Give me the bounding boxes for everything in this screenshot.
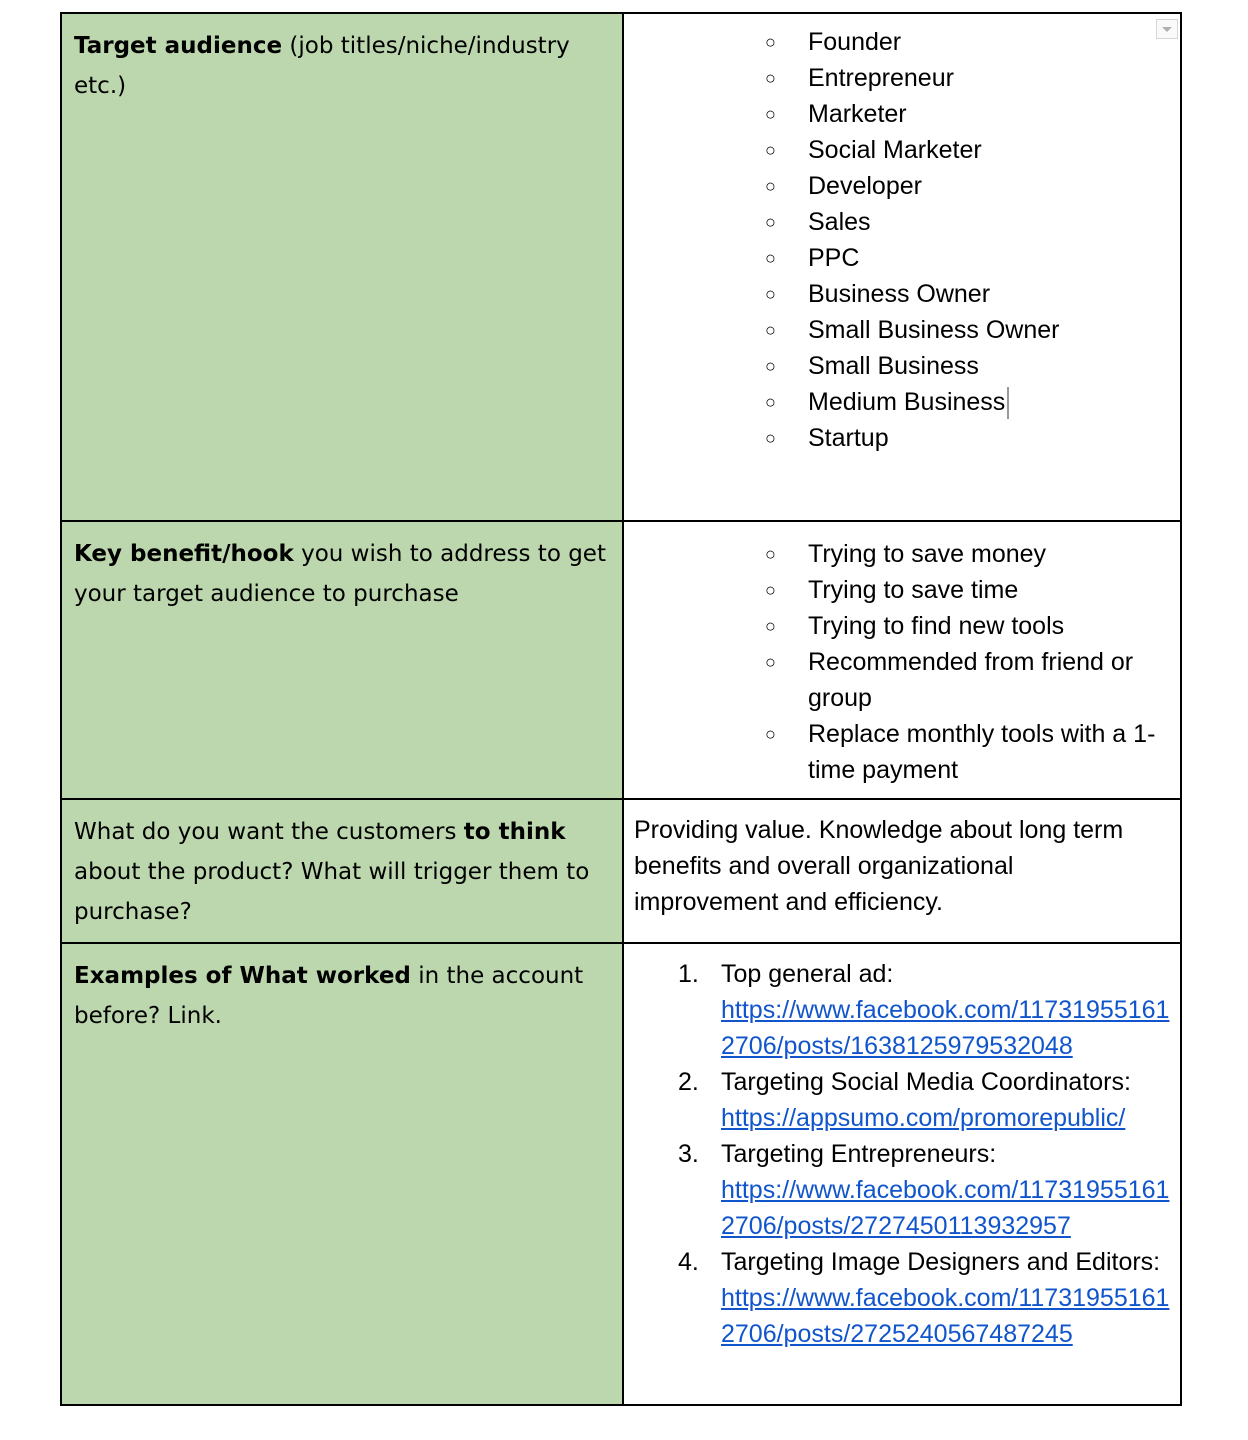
label-cell-key-benefit[interactable] xyxy=(61,521,623,799)
bullet-icon: ○ xyxy=(765,616,776,636)
example-link[interactable]: https://www.facebook.com/117319551612706/posts/2727450113932957 xyxy=(721,1176,1170,1240)
value-cell-key-benefit[interactable] xyxy=(623,521,1181,799)
list-item-text: Small Business Owner xyxy=(808,316,1060,344)
example-item xyxy=(624,1064,1176,1136)
list-item-text: Marketer xyxy=(808,100,907,128)
example-link[interactable]: https://www.facebook.com/117319551612706/posts/1638125979532048 xyxy=(721,996,1170,1060)
row-target-audience xyxy=(61,13,1181,521)
example-item xyxy=(624,1136,1176,1244)
value-cell-customer-thoughts[interactable] xyxy=(623,799,1181,943)
list-item xyxy=(624,168,1170,204)
label-pre: What do you want the customers xyxy=(74,819,464,845)
list-item-text: Small Business xyxy=(808,352,979,380)
bullet-icon: ○ xyxy=(765,652,776,672)
list-item-text: Replace monthly tools with a 1-time payment xyxy=(808,720,1156,784)
list-item xyxy=(624,204,1170,240)
list-item-text: Founder xyxy=(808,28,902,56)
bullet-icon: ○ xyxy=(765,32,776,52)
example-link[interactable]: https://www.facebook.com/117319551612706/posts/2725240567487245 xyxy=(721,1284,1170,1348)
label-cell-examples[interactable] xyxy=(61,943,623,1405)
example-title: Targeting Image Designers and Editors: xyxy=(721,1248,1161,1276)
label-rest: you wish to address to get your target audience to purchase xyxy=(74,541,606,607)
list-item xyxy=(624,24,1170,60)
list-item xyxy=(624,644,1170,716)
bullet-icon: ○ xyxy=(765,580,776,600)
list-item xyxy=(624,536,1170,572)
list-item-text: Business Owner xyxy=(808,280,991,308)
list-item-text: Recommended from friend or group xyxy=(808,648,1134,712)
value-cell-examples[interactable] xyxy=(623,943,1181,1405)
examples-label xyxy=(62,944,622,1036)
bullet-icon: ○ xyxy=(765,104,776,124)
example-number: 3. xyxy=(678,1140,699,1168)
bullet-icon: ○ xyxy=(765,176,776,196)
list-item xyxy=(624,716,1170,788)
example-link[interactable]: https://appsumo.com/promorepublic/ xyxy=(721,1104,1126,1132)
list-item xyxy=(624,312,1170,348)
label-rest: (job titles/niche/industry etc.) xyxy=(74,33,570,99)
list-item-text: Trying to save time xyxy=(808,576,1019,604)
list-item-text: Social Marketer xyxy=(808,136,982,164)
list-item xyxy=(624,572,1170,608)
label-bold: to think xyxy=(463,819,566,845)
value-cell-target-audience[interactable] xyxy=(623,13,1181,521)
label-cell-target-audience[interactable] xyxy=(61,13,623,521)
key-benefit-list xyxy=(624,522,1180,788)
row-examples xyxy=(61,943,1181,1405)
bullet-icon: ○ xyxy=(765,392,776,412)
target-audience-list xyxy=(624,14,1180,456)
example-item xyxy=(624,956,1176,1064)
example-title: Targeting Entrepreneurs: xyxy=(721,1140,997,1168)
list-item-text: Entrepreneur xyxy=(808,64,954,92)
list-item xyxy=(624,240,1170,276)
list-item xyxy=(624,420,1170,456)
bullet-icon: ○ xyxy=(765,284,776,304)
bullet-icon: ○ xyxy=(765,356,776,376)
key-benefit-label xyxy=(62,522,622,614)
list-item xyxy=(624,384,1170,420)
brief-table xyxy=(60,12,1182,1406)
list-item-text: Developer xyxy=(808,172,922,200)
list-item xyxy=(624,608,1170,644)
list-item xyxy=(624,96,1170,132)
list-item xyxy=(624,348,1170,384)
bullet-icon: ○ xyxy=(765,724,776,744)
bullet-icon: ○ xyxy=(765,140,776,160)
bullet-icon: ○ xyxy=(765,68,776,88)
row-customer-thoughts xyxy=(61,799,1181,943)
example-title: Top general ad: xyxy=(721,960,894,988)
example-title: Targeting Social Media Coordinators: xyxy=(721,1068,1131,1096)
example-item xyxy=(624,1244,1176,1352)
list-item-text: Medium Business xyxy=(808,388,1006,416)
list-item-text: Trying to save money xyxy=(808,540,1047,568)
bullet-icon: ○ xyxy=(765,320,776,340)
bullet-icon: ○ xyxy=(765,248,776,268)
bullet-icon: ○ xyxy=(765,212,776,232)
customer-thoughts-label xyxy=(62,800,622,932)
label-rest: in the account before? Link. xyxy=(74,963,584,1029)
examples-list xyxy=(624,944,1180,1366)
label-bold: Key benefit/hook xyxy=(74,541,294,567)
row-key-benefit xyxy=(61,521,1181,799)
example-number: 1. xyxy=(678,960,699,988)
list-item xyxy=(624,276,1170,312)
list-item-text: PPC xyxy=(808,244,860,272)
list-item xyxy=(624,132,1170,168)
label-cell-customer-thoughts[interactable] xyxy=(61,799,623,943)
list-item xyxy=(624,60,1170,96)
label-rest: about the product? What will trigger them to purchase? xyxy=(74,859,590,925)
example-number: 2. xyxy=(678,1068,699,1096)
bullet-icon: ○ xyxy=(765,428,776,448)
customer-thoughts-value: Providing value. Knowledge about long term benefits and overall organizational improvement and efficiency. xyxy=(634,816,1124,916)
list-item-text: Startup xyxy=(808,424,889,452)
target-audience-label xyxy=(62,14,622,106)
bullet-icon: ○ xyxy=(765,544,776,564)
label-bold: Target audience xyxy=(74,33,283,59)
example-number: 4. xyxy=(678,1248,699,1276)
text-cursor xyxy=(1007,387,1009,419)
list-item-text: Trying to find new tools xyxy=(808,612,1065,640)
label-bold: Examples of What worked xyxy=(74,963,411,989)
list-item-text: Sales xyxy=(808,208,871,236)
